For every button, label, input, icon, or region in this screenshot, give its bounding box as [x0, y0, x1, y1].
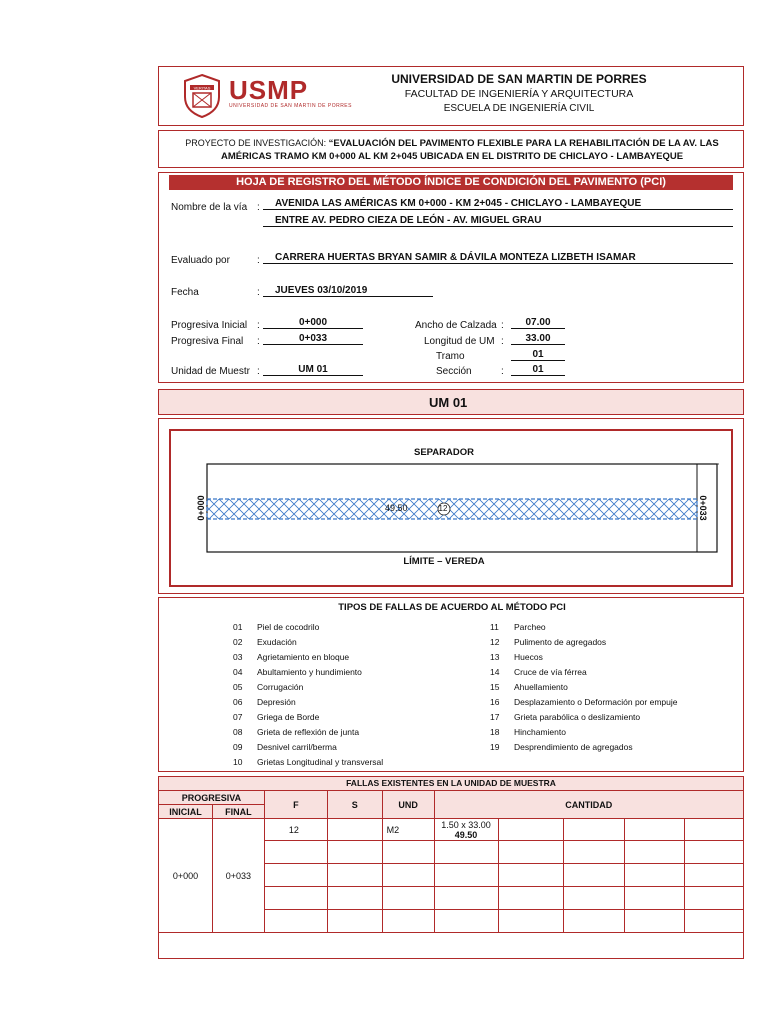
prog-fin-label: Progresiva Final: [171, 336, 244, 347]
fault-type-name: Depresión: [257, 697, 296, 707]
fault-type-name: Parcheo: [514, 622, 546, 632]
h-inicial: INICIAL: [159, 805, 213, 819]
fault-types-title: TIPOS DE FALLAS DE ACUERDO AL MÉTODO PCI: [338, 602, 566, 613]
university-seal-icon: [181, 73, 223, 119]
fault-type-item: [233, 742, 337, 752]
tramo-label: Tramo: [436, 351, 465, 362]
fault-type-name: Abultamiento y hundimiento: [257, 667, 362, 677]
fault-type-item: [233, 712, 319, 722]
ancho-value: 07.00: [511, 317, 565, 329]
fault-type-item: [233, 727, 359, 737]
fault-type-number: 10: [233, 757, 243, 767]
fault-type-name: Grieta de reflexión de junta: [257, 727, 360, 737]
via-label: Nombre de la vía: [171, 202, 248, 213]
fault-type-item: [490, 652, 543, 662]
fault-type-item: [233, 622, 319, 632]
fault-type-item: [490, 667, 587, 677]
fault-type-number: 01: [233, 622, 243, 632]
fault-type-number: 16: [490, 697, 500, 707]
colon: :: [501, 320, 504, 331]
evaluado-label: Evaluado por: [171, 255, 230, 266]
unidad-value: UM 01: [263, 364, 363, 376]
seccion-value: 01: [511, 364, 565, 376]
fault-code-marker: 12: [438, 504, 448, 513]
fault-type-item: [490, 697, 677, 707]
cell-s: [327, 819, 382, 841]
existing-faults-table: [158, 790, 744, 933]
fault-type-name: Hinchamiento: [514, 727, 566, 737]
fault-type-number: 18: [490, 727, 500, 737]
fault-type-number: 12: [490, 637, 500, 647]
h-und: UND: [382, 791, 434, 819]
ancho-label: Ancho de Calzada: [415, 320, 497, 331]
vereda-label: LÍMITE – VEREDA: [403, 556, 485, 567]
fault-type-item: [233, 682, 303, 692]
fault-type-number: 08: [233, 727, 243, 737]
university-name: UNIVERSIDAD DE SAN MARTIN DE PORRES: [391, 72, 647, 86]
fault-type-number: 04: [233, 667, 243, 677]
fault-type-item: [490, 622, 546, 632]
logo-subtitle: UNIVERSIDAD DE SAN MARTIN DE PORRES: [229, 103, 352, 109]
fault-type-name: Grietas Longitudinal y transversal: [257, 757, 384, 767]
form-box: [158, 172, 744, 383]
h-cantidad: CANTIDAD: [434, 791, 743, 819]
fault-type-number: 02: [233, 637, 243, 647]
colon: :: [501, 336, 504, 347]
fault-type-number: 15: [490, 682, 500, 692]
fault-type-number: 03: [233, 652, 243, 662]
school-name: ESCUELA DE INGENIERÍA CIVIL: [443, 103, 595, 114]
fault-type-item: [233, 637, 297, 647]
cell-final: 0+033: [212, 819, 264, 933]
fault-type-name: Ahuellamiento: [514, 682, 568, 692]
h-progresiva: PROGRESIVA: [159, 791, 265, 805]
fault-type-item: [490, 682, 568, 692]
via-line1: AVENIDA LAS AMÉRICAS KM 0+000 - KM 2+045 - CHICLAYO - LAMBAYEQUE: [263, 198, 733, 210]
project-title-line1: “EVALUACIÓN DEL PAVIMENTO FLEXIBLE PARA LA REHABILITACIÓN DE LA AV. LAS: [328, 138, 719, 149]
sample-title: UM 01: [429, 395, 468, 410]
fault-type-item: [233, 652, 349, 662]
fault-type-name: Agrietamiento en bloque: [257, 652, 350, 662]
form-title: HOJA DE REGISTRO DEL MÉTODO ÍNDICE DE CONDICIÓN DEL PAVIMENTO (PCI): [169, 175, 733, 190]
h-final: FINAL: [212, 805, 264, 819]
road-schematic: [189, 459, 724, 559]
prog-fin-value: 0+033: [263, 333, 363, 345]
existing-faults-title: FALLAS EXISTENTES EN LA UNIDAD DE MUESTRA: [159, 777, 743, 791]
fault-types-box: [158, 597, 744, 772]
faculty-name: FACULTAD DE INGENIERÍA Y ARQUITECTURA: [404, 88, 634, 100]
fault-type-name: Grieta parabólica o deslizamiento: [514, 712, 641, 722]
fault-type-name: Griega de Borde: [257, 712, 320, 722]
fault-type-name: Cruce de vía férrea: [514, 667, 587, 677]
longitud-label: Longitud de UM: [424, 336, 495, 347]
fault-type-name: Corrugación: [257, 682, 304, 692]
logo-text: USMP: [229, 75, 309, 105]
right-station: 0+033: [698, 495, 708, 521]
sample-title-box: [158, 389, 744, 415]
project-box: [158, 130, 744, 168]
fault-type-number: 17: [490, 712, 500, 722]
cantidad-total: 49.50: [454, 829, 478, 840]
usmp-logo: [229, 77, 352, 109]
colon: :: [257, 320, 260, 331]
project-title-line2: AMÉRICAS TRAMO KM 0+000 AL KM 2+045 UBICADA EN EL DISTRITO DE CHICLAYO - LAMBAYEQUE: [220, 151, 684, 162]
fault-type-item: [490, 712, 640, 722]
cantidad-calc: 1.50 x 33.00: [441, 819, 491, 830]
fault-type-name: Pulimento de agregados: [514, 637, 607, 647]
seccion-label: Sección: [436, 366, 472, 377]
existing-faults-box: [158, 776, 744, 959]
fault-type-item: [490, 637, 606, 647]
separador-label: SEPARADOR: [414, 447, 474, 458]
fault-type-number: 05: [233, 682, 243, 692]
header-box: [158, 66, 744, 126]
cell-inicial: 0+000: [159, 819, 213, 933]
fault-type-name: Piel de cocodrilo: [257, 622, 320, 632]
fault-type-item: [490, 742, 633, 752]
fault-type-name: Desnivel carril/berma: [257, 742, 337, 752]
fault-type-item: [233, 757, 383, 767]
fault-type-name: Desplazamiento o Deformación por empuje: [514, 697, 678, 707]
drawing-box: [158, 418, 744, 594]
fault-type-name: Exudación: [257, 637, 297, 647]
cell-und: M2: [382, 819, 434, 841]
colon: :: [257, 366, 260, 377]
unidad-label: Unidad de Muestr: [171, 366, 250, 377]
fault-type-number: 09: [233, 742, 243, 752]
project-label: PROYECTO DE INVESTIGACIÓN:: [185, 138, 327, 148]
cell-f: 12: [264, 819, 327, 841]
fault-type-number: 07: [233, 712, 243, 722]
fault-type-number: 13: [490, 652, 500, 662]
evaluado-value: CARRERA HUERTAS BRYAN SAMIR & DÁVILA MONTEZA LIZBETH ISAMAR: [263, 252, 733, 264]
prog-ini-value: 0+000: [263, 317, 363, 329]
left-station: 0+000: [196, 495, 206, 521]
fault-type-item: [490, 727, 566, 737]
cell-cantidad: [434, 819, 498, 841]
longitud-value: 33.00: [511, 333, 565, 345]
fault-type-item: [233, 667, 362, 677]
fault-type-item: [233, 697, 296, 707]
colon: :: [257, 287, 260, 298]
fecha-value: JUEVES 03/10/2019: [263, 285, 433, 297]
tramo-value: 01: [511, 349, 565, 361]
fault-type-number: 06: [233, 697, 243, 707]
area-value: 49.50: [385, 503, 408, 513]
fault-type-name: Desprendimiento de agregados: [514, 742, 633, 752]
svg-text:VERITAS: VERITAS: [193, 85, 211, 91]
h-f: F: [264, 791, 327, 819]
prog-ini-label: Progresiva Inicial: [171, 320, 248, 331]
fault-type-number: 14: [490, 667, 500, 677]
via-line2: ENTRE AV. PEDRO CIEZA DE LEÓN - AV. MIGUEL GRAU: [263, 215, 733, 227]
fault-type-number: 19: [490, 742, 500, 752]
fecha-label: Fecha: [171, 287, 199, 298]
fault-type-number: 11: [490, 622, 499, 632]
h-s: S: [327, 791, 382, 819]
colon: :: [257, 202, 260, 213]
fault-type-name: Huecos: [514, 652, 543, 662]
colon: :: [257, 255, 260, 266]
colon: :: [257, 336, 260, 347]
colon: :: [501, 366, 504, 377]
